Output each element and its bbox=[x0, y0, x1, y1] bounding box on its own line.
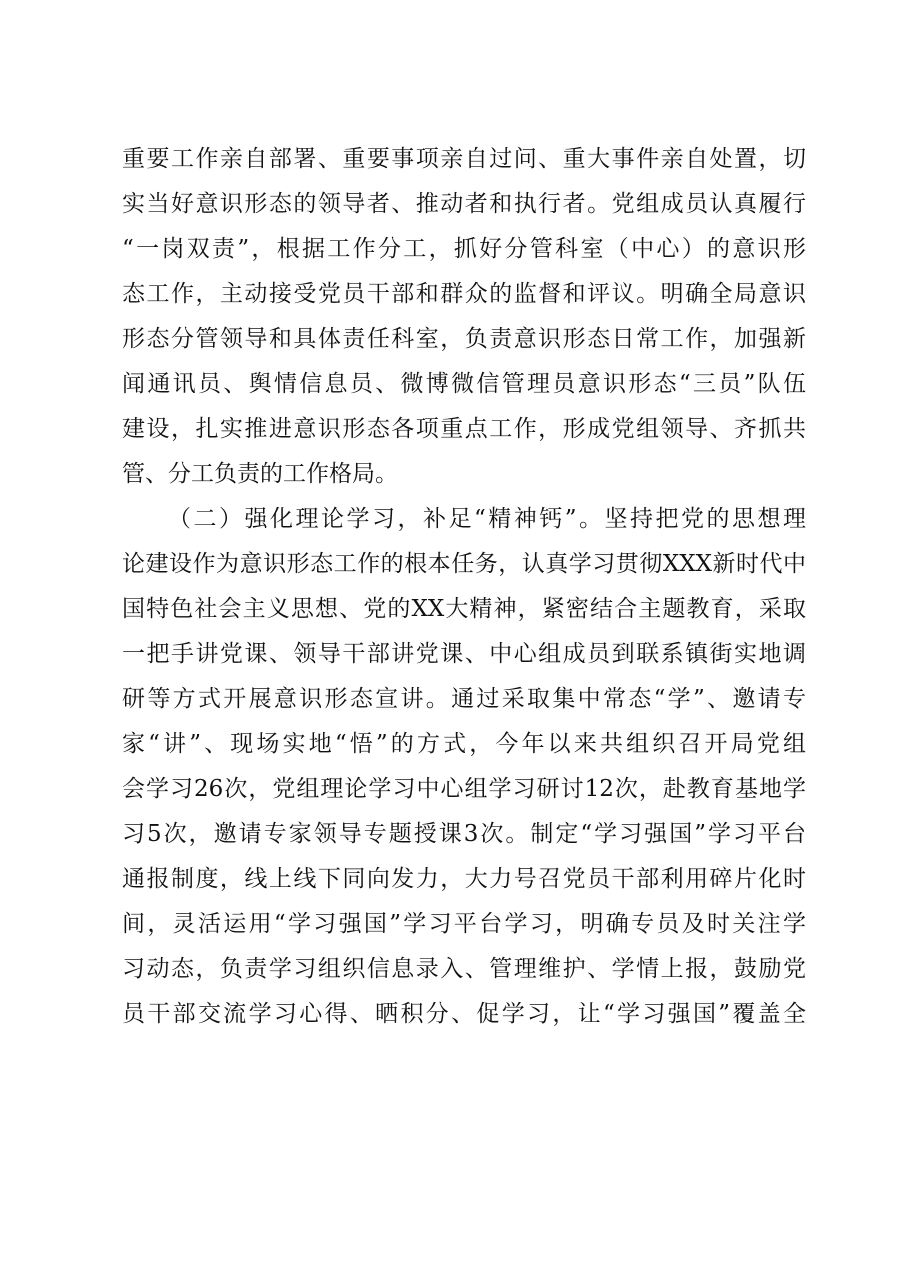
text-line: 建设，扎实推进意识形态各项重点工作，形成党组领导、齐抓共 bbox=[122, 416, 806, 442]
text-line: 论建设作为意识形态工作的根本任务，认真学习贯彻XXX新时代中 bbox=[122, 551, 806, 577]
text-line: 重要工作亲自部署、重要事项亲自过问、重大事件亲自处置，切 bbox=[122, 146, 806, 172]
text-line: 态工作，主动接受党员干部和群众的监督和评议。明确全局意识 bbox=[122, 281, 806, 307]
paragraph-end-line: 管、分工负责的工作格局。 bbox=[122, 461, 398, 487]
text-line: 间，灵活运用“学习强国”学习平台学习，明确专员及时关注学 bbox=[122, 911, 806, 937]
text-line: 员干部交流学习心得、晒积分、促学习，让“学习强国”覆盖全 bbox=[122, 1001, 806, 1027]
text-line: 研等方式开展意识形态宣讲。通过采取集中常态“学”、邀请专 bbox=[122, 686, 806, 712]
text-line: 形态分管领导和具体责任科室，负责意识形态日常工作，加强新 bbox=[122, 326, 806, 352]
text-line: 闻通讯员、舆情信息员、微博微信管理员意识形态“三员”队伍 bbox=[122, 371, 806, 397]
text-line: 通报制度，线上线下同向发力，大力号召党员干部利用碎片化时 bbox=[122, 866, 806, 892]
text-line: 习动态，负责学习组织信息录入、管理维护、学情上报，鼓励党 bbox=[122, 956, 806, 982]
text-line: 一把手讲党课、领导干部讲党课、中心组成员到联系镇街实地调 bbox=[122, 641, 806, 667]
text-line: 家“讲”、现场实地“悟”的方式，今年以来共组织召开局党组 bbox=[122, 731, 806, 757]
text-line: 实当好意识形态的领导者、推动者和执行者。党组成员认真履行 bbox=[122, 191, 806, 217]
text-line: 会学习26次，党组理论学习中心组学习研讨12次，赴教育基地学 bbox=[122, 776, 806, 802]
body-text bbox=[122, 137, 806, 1037]
text-line: “一岗双责”，根据工作分工，抓好分管科室（中心）的意识形 bbox=[122, 236, 806, 262]
section-heading-line: （二）强化理论学习，补足“精神钙”。坚持把党的思想理 bbox=[168, 506, 806, 532]
text-line: 习5次，邀请专家领导专题授课3次。制定“学习强国”学习平台 bbox=[122, 821, 806, 847]
text-line: 国特色社会主义思想、党的XX大精神，紧密结合主题教育，采取 bbox=[122, 596, 806, 622]
